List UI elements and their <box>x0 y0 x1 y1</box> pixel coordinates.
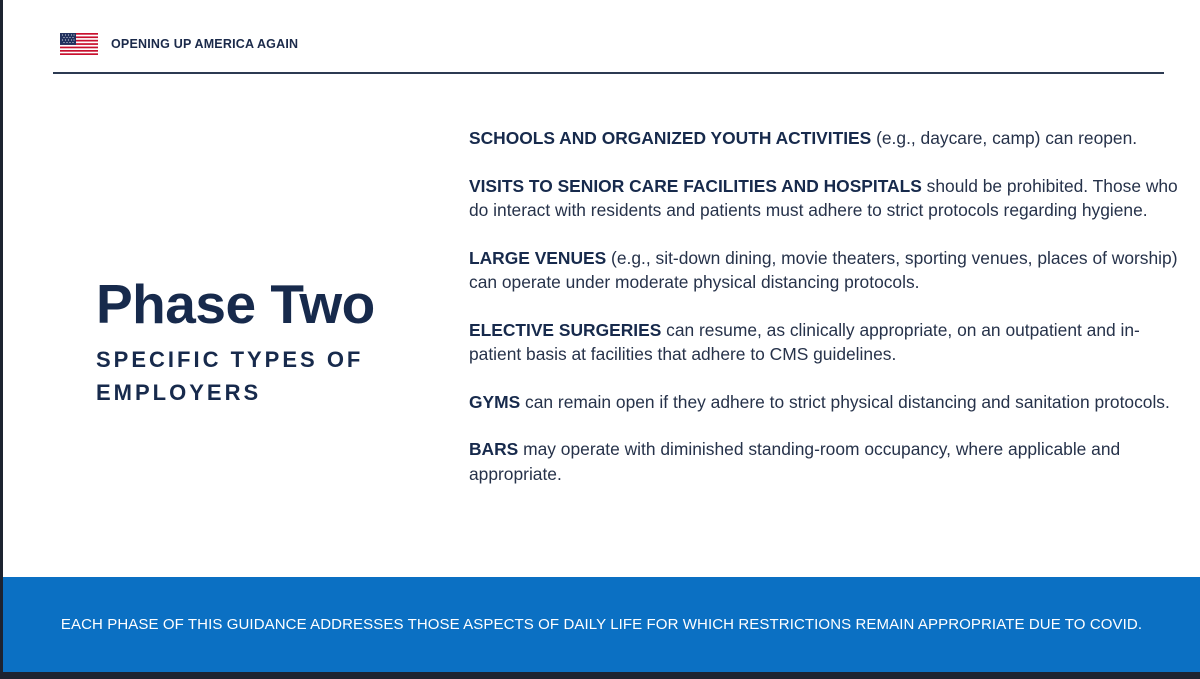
item-text: can remain open if they adhere to strict physical distancing and sanitation protocols. <box>520 391 1170 412</box>
item-text: may operate with diminished standing-room occupancy, where applicable and appropriate. <box>469 439 1121 484</box>
guidance-list <box>469 126 1179 509</box>
phase-heading <box>96 274 436 409</box>
item-lead: SCHOOLS AND ORGANIZED YOUTH ACTIVITIES <box>469 128 872 148</box>
item-lead: LARGE VENUES <box>469 247 607 268</box>
header-divider <box>53 72 1164 74</box>
page-title: Phase Two <box>96 273 375 335</box>
page-subtitle-line-1: SPECIFIC TYPES OF <box>96 346 364 372</box>
item-lead: BARS <box>469 439 519 459</box>
guidance-item-gyms <box>469 390 1179 415</box>
item-text: (e.g., sit-down dining, movie theaters, sporting venues, places of worship) can operate under moderate physical distancing protocols. <box>469 247 1178 292</box>
footer-banner <box>3 577 1200 672</box>
footer-banner-text: EACH PHASE OF THIS GUIDANCE ADDRESSES THOSE ASPECTS OF DAILY LIFE FOR WHICH RESTRICTIONS REMAIN APPROPRIATE DUE TO COVID. <box>60 616 1143 633</box>
item-text: can resume, as clinically appropriate, on an outpatient and in-patient basis at facilities that adhere to CMS guidelines. <box>469 319 1140 364</box>
header-title: OPENING UP AMERICA AGAIN <box>111 37 299 51</box>
guidance-item-schools <box>469 126 1179 151</box>
guidance-item-elective-surgeries <box>469 318 1179 367</box>
item-lead: ELECTIVE SURGERIES <box>469 319 662 340</box>
header <box>60 30 298 58</box>
page-subtitle <box>96 343 436 409</box>
item-text: should be prohibited. Those who do interact with residents and patients must adhere to strict protocols regarding hygiene. <box>469 175 1178 220</box>
guidance-item-senior-care <box>469 174 1179 223</box>
us-flag-icon <box>60 33 98 55</box>
item-text: (e.g., daycare, camp) can reopen. <box>871 128 1138 148</box>
guidance-item-large-venues <box>469 246 1179 295</box>
page-subtitle-line-2: EMPLOYERS <box>96 379 262 405</box>
item-lead: VISITS TO SENIOR CARE FACILITIES AND HOSPITALS <box>469 175 922 196</box>
guidance-item-bars <box>469 437 1179 486</box>
slide <box>3 0 1200 672</box>
item-lead: GYMS <box>469 391 521 412</box>
